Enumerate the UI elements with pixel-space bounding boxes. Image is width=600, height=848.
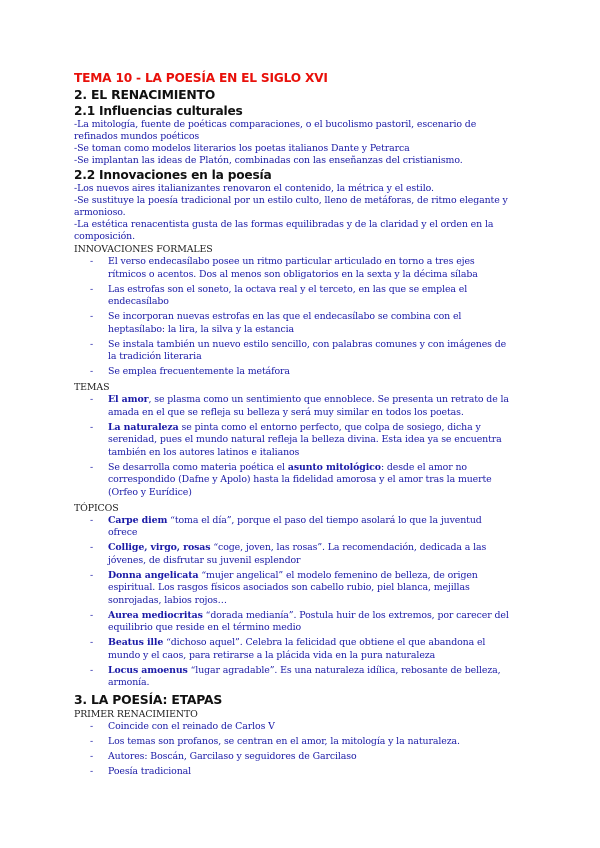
list-item bbox=[74, 637, 510, 662]
dash-bullet: - bbox=[90, 338, 94, 350]
paragraph-line: -La estética renacentista gusta de las formas equilibradas y de la claridad y el orden en la composición. bbox=[74, 219, 494, 242]
list-item-text: , se plasma como un sentimiento que ennoblece. Se presenta un retrato de la amada en el que se refleja su belleza y será muy similar en todos los poetas. bbox=[108, 394, 509, 418]
list-item-text: Se instala también un nuevo estilo sencillo, con palabras comunes y con imágenes de la tradición literaria bbox=[108, 338, 507, 362]
list-item-text: “dorada medianía”. Postula huir de los extremos, por carecer del equilibrio que reside en el término medio bbox=[108, 609, 509, 633]
list-item bbox=[74, 394, 510, 419]
list-item bbox=[74, 542, 510, 567]
list-item bbox=[74, 721, 510, 734]
list-innovaciones-formales bbox=[74, 256, 510, 379]
list-item-text: “coge, joven, las rosas”. La recomendación, dedicada a las jóvenes, de disfrutar su juvenil esplendor bbox=[108, 542, 487, 566]
list-item-text: Las estrofas son el soneto, la octava real y el terceto, en las que se emplea el endecasílabo bbox=[108, 283, 468, 307]
list-item bbox=[74, 766, 510, 779]
dash-bullet: - bbox=[90, 256, 94, 267]
list-item bbox=[74, 665, 510, 690]
list-item bbox=[74, 751, 510, 764]
dash-bullet: - bbox=[90, 736, 94, 747]
list-item bbox=[74, 570, 510, 608]
list-item-text: Se desarrolla como materia poética el bbox=[108, 461, 288, 473]
keyword: La naturaleza bbox=[108, 421, 179, 433]
dash-bullet: - bbox=[90, 421, 94, 433]
paragraph-line: -Se sustituye la poesía tradicional por un estilo culto, lleno de metáforas, de ritmo elegante y armonioso. bbox=[74, 195, 508, 218]
list-item-text: El verso endecasílabo posee un ritmo particular articulado en torno a tres ejes rítmicos o acentos. Dos al menos son obligatorios en la sexta y la décima sílaba bbox=[108, 256, 478, 280]
list-item bbox=[74, 462, 510, 500]
section-heading-etapas: 3. LA POESÍA: ETAPAS bbox=[74, 692, 223, 707]
subsection-heading-influencias: 2.1 Influencias culturales bbox=[74, 104, 243, 118]
list-item-text: Se incorporan nuevas estrofas en las que el endecasílabo se combina con el heptasílabo: la lira, la silva y la estancia bbox=[108, 311, 462, 335]
list-item bbox=[74, 339, 510, 364]
dash-bullet: - bbox=[90, 283, 94, 295]
list-item-text: Coincide con el reinado de Carlos V bbox=[108, 721, 275, 732]
dash-bullet: - bbox=[90, 461, 94, 473]
label-temas: TEMAS bbox=[74, 382, 110, 393]
list-item bbox=[74, 422, 510, 460]
keyword: asunto mitológico bbox=[287, 461, 381, 473]
list-item bbox=[74, 256, 510, 281]
dash-bullet: - bbox=[90, 637, 94, 648]
keyword: Locus amoenus bbox=[108, 664, 188, 676]
keyword: El amor bbox=[108, 394, 149, 405]
list-item-text: : desde el amor no correspondido (Dafne y Apolo) hasta la fidelidad amorosa y el amor tras la muerte (Orfeo y Eurídice) bbox=[108, 461, 492, 498]
list-item-text: “toma el día”, porque el paso del tiempo asolará lo que la juventud ofrece bbox=[108, 514, 482, 538]
list-topicos bbox=[74, 515, 510, 690]
list-item-text: Poesía tradicional bbox=[108, 766, 192, 777]
dash-bullet: - bbox=[90, 664, 94, 676]
label-innovaciones-formales: INNOVACIONES FORMALES bbox=[74, 244, 213, 255]
list-item bbox=[74, 284, 510, 309]
keyword: Carpe diem bbox=[108, 514, 168, 526]
dash-bullet: - bbox=[90, 609, 94, 621]
dash-bullet: - bbox=[90, 569, 94, 581]
list-primer-renacimiento bbox=[74, 721, 510, 779]
dash-bullet: - bbox=[90, 721, 94, 732]
keyword: Aurea mediocritas bbox=[108, 609, 203, 621]
list-item bbox=[74, 736, 510, 749]
dash-bullet: - bbox=[90, 394, 94, 405]
paragraph-line: -Se implantan las ideas de Platón, combinadas con las enseñanzas del cristianismo. bbox=[74, 155, 463, 166]
dash-bullet: - bbox=[90, 542, 94, 553]
dash-bullet: - bbox=[90, 311, 94, 322]
paragraph-line: -Los nuevos aires italianizantes renovaron el contenido, la métrica y el estilo. bbox=[74, 183, 434, 194]
list-item bbox=[74, 610, 510, 635]
list-item-text: “dichoso aquel”. Celebra la felicidad que obtiene el que abandona el mundo y el caos, para retirarse a la plácida vida en la pura naturaleza bbox=[108, 637, 486, 661]
list-item-text: Los temas son profanos, se centran en el amor, la mitología y la naturaleza. bbox=[108, 736, 460, 747]
dash-bullet: - bbox=[90, 514, 94, 526]
list-item-text: “lugar agradable”. Es una naturaleza idílica, rebosante de belleza, armonía. bbox=[108, 664, 501, 688]
list-item bbox=[74, 311, 510, 336]
label-primer-renacimiento: PRIMER RENACIMIENTO bbox=[74, 709, 198, 720]
dash-bullet: - bbox=[90, 751, 94, 762]
list-item-text: “mujer angelical” el modelo femenino de belleza, de origen espiritual. Los rasgos físicos asociados son cabello rubio, piel blanca, mejillas sonrojadas, labios rojos… bbox=[108, 569, 478, 606]
list-item bbox=[74, 366, 510, 379]
document-title: TEMA 10 - LA POESÍA EN EL SIGLO XVI bbox=[74, 71, 328, 85]
subsection-heading-innovaciones: 2.2 Innovaciones en la poesía bbox=[74, 168, 272, 182]
paragraph-line: -Se toman como modelos literarios los poetas italianos Dante y Petrarca bbox=[74, 143, 410, 154]
label-topicos: TÓPICOS bbox=[74, 502, 119, 514]
section-heading-renacimiento: 2. EL RENACIMIENTO bbox=[74, 87, 216, 102]
keyword: Collige, virgo, rosas bbox=[108, 542, 211, 553]
list-item-text: se pinta como el entorno perfecto, que colpa de sosiego, dicha y serenidad, pues el mundo natural refleja la belleza divina. Esta idea ya se encuentra también en los autores latinos e italianos bbox=[108, 421, 502, 458]
list-item bbox=[74, 515, 510, 540]
keyword: Donna angelicata bbox=[108, 569, 199, 581]
paragraph-line: -La mitología, fuente de poéticas comparaciones, o el bucolismo pastoril, escenario de refinados mundos poéticos bbox=[74, 119, 477, 142]
list-temas bbox=[74, 394, 510, 499]
keyword: Beatus ille bbox=[108, 637, 164, 648]
dash-bullet: - bbox=[90, 766, 94, 777]
dash-bullet: - bbox=[90, 366, 94, 377]
list-item-text: Autores: Boscán, Garcilaso y seguidores de Garcilaso bbox=[108, 751, 357, 762]
list-item-text: Se emplea frecuentemente la metáfora bbox=[108, 366, 290, 377]
